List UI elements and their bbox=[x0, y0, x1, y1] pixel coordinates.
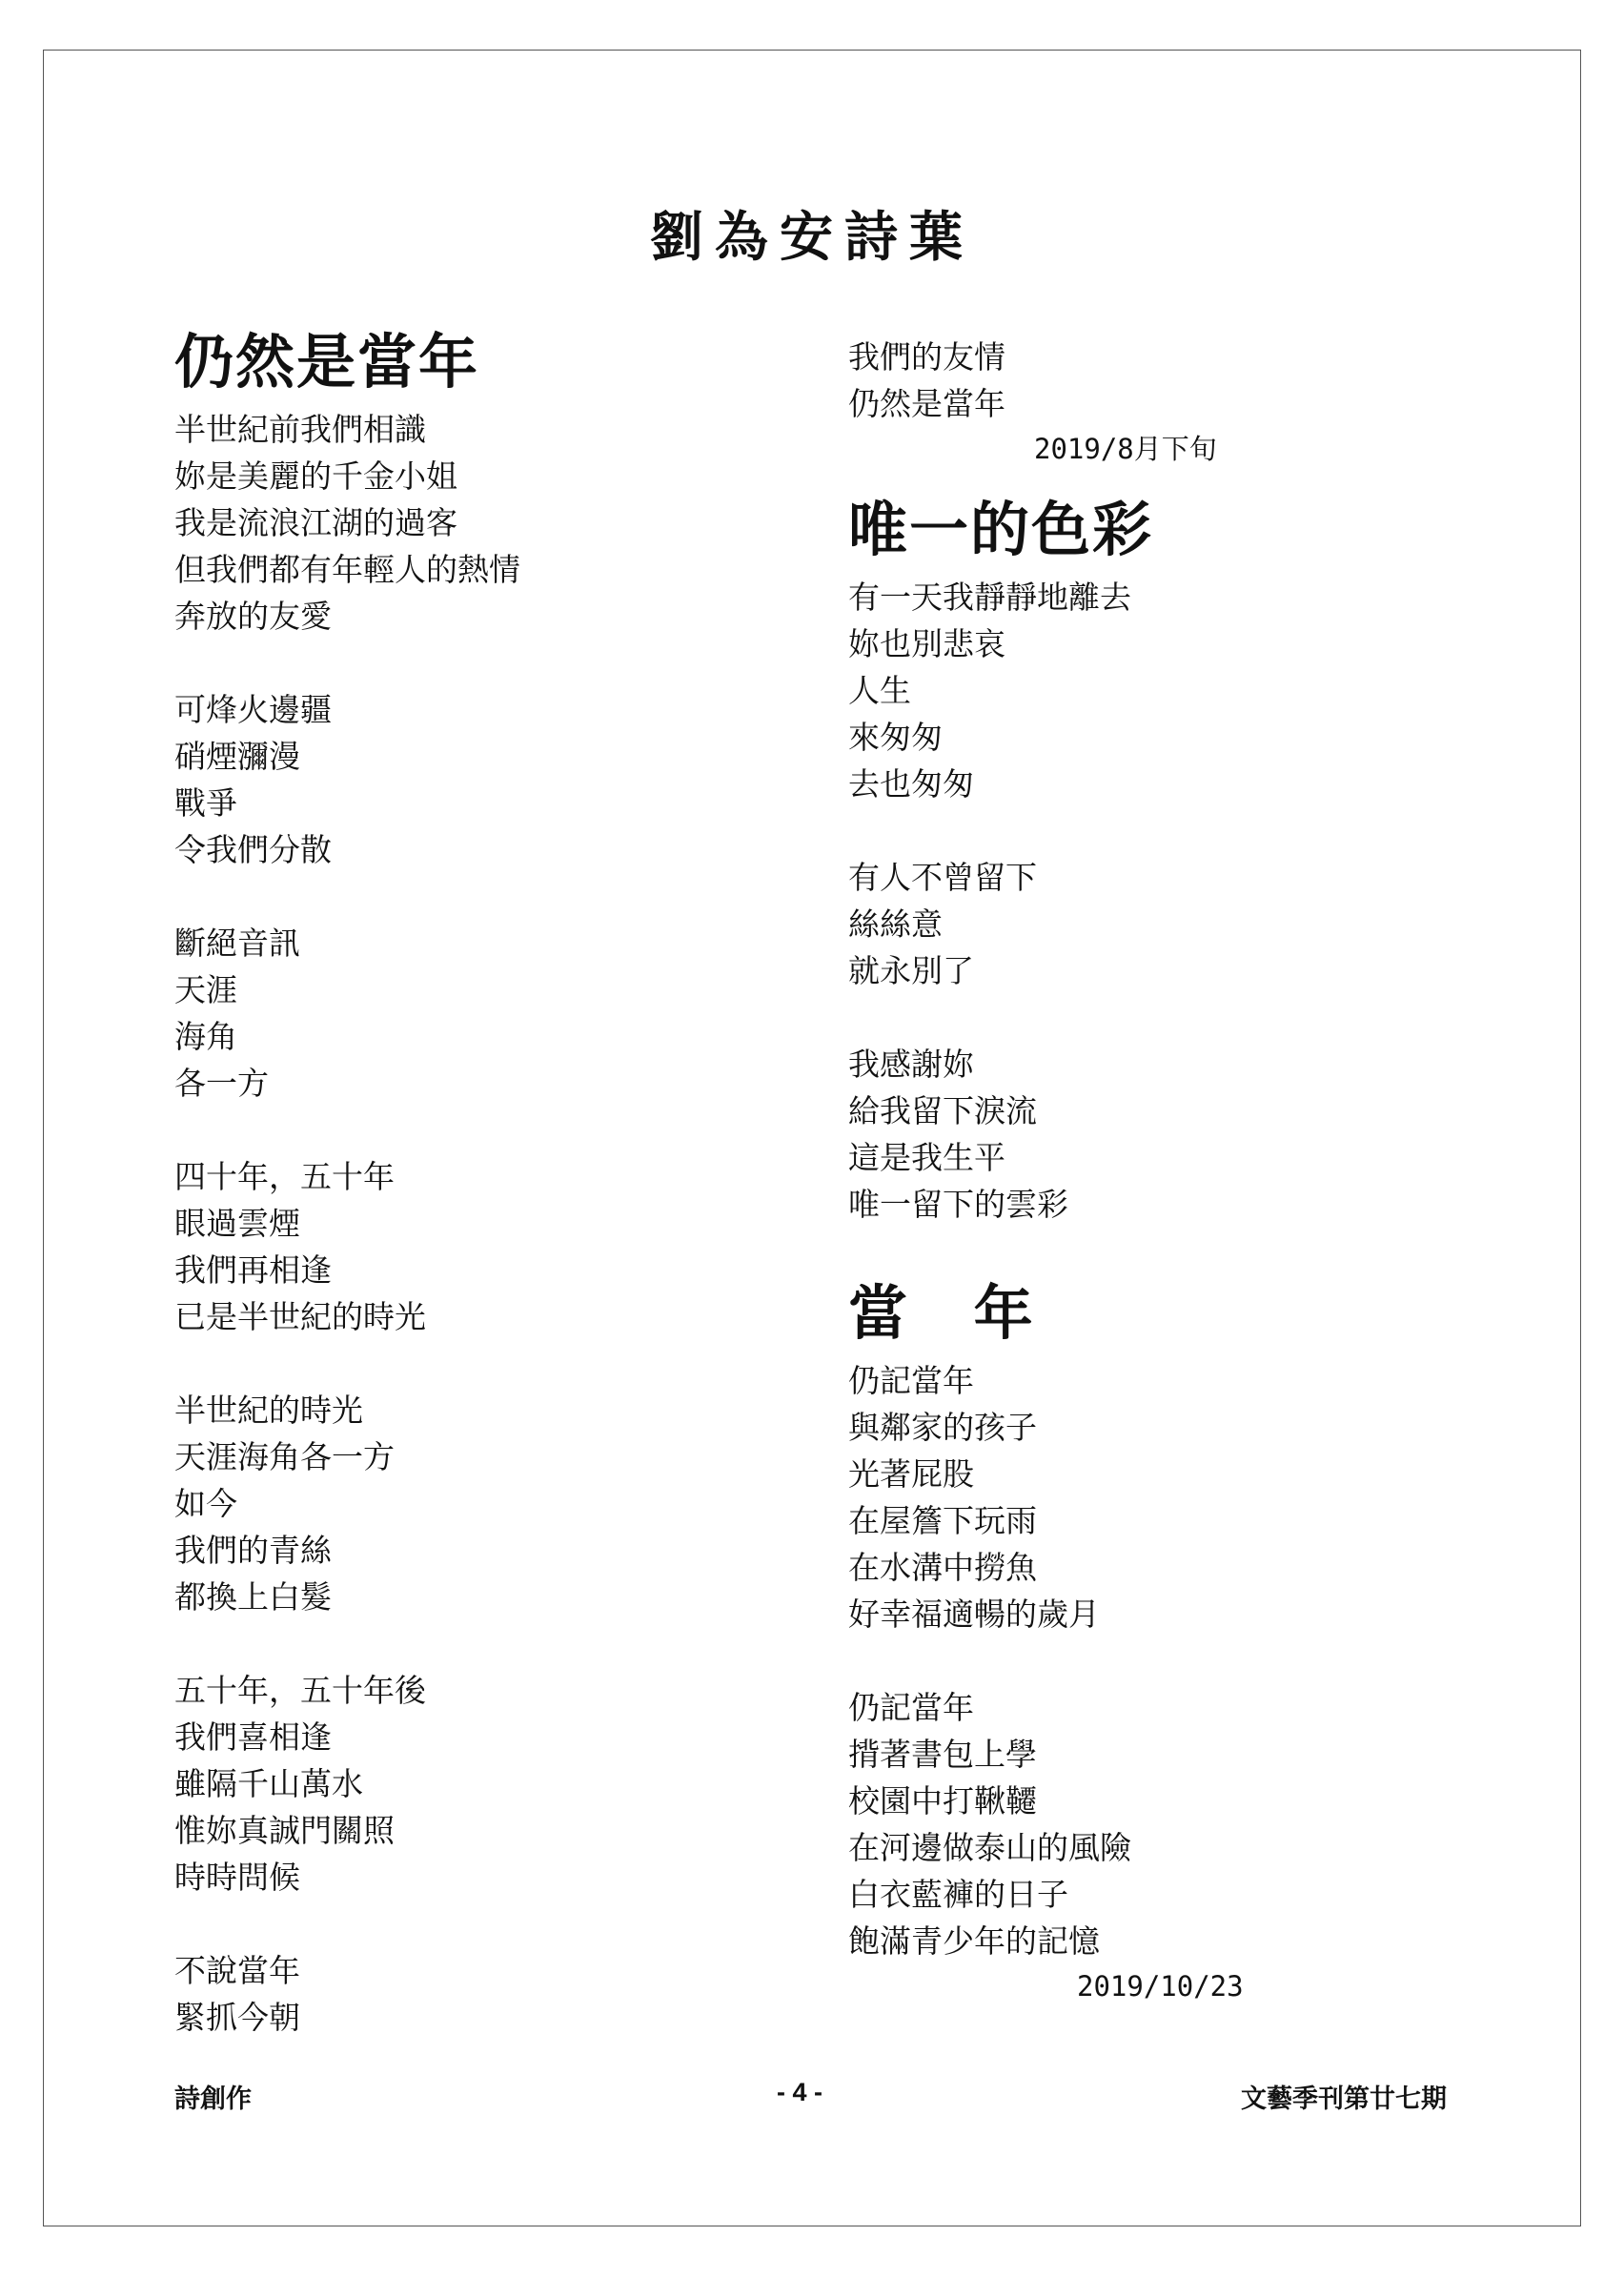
footer-publication: 文藝季刊第廿七期 bbox=[1241, 2084, 1447, 2113]
poem-line: 好幸福適暢的歲月 bbox=[848, 1596, 1100, 1633]
poem-title: 當 年 bbox=[848, 1278, 1056, 1348]
poem-line: 這是我生平 bbox=[848, 1139, 1005, 1176]
poem-line: 就永別了 bbox=[848, 952, 974, 989]
footer-page-number: - 4 - bbox=[777, 2078, 823, 2106]
poem-line: 半世紀的時光 bbox=[174, 1392, 363, 1429]
poem-line: 戰爭 bbox=[174, 784, 237, 822]
poem-line: 硝煙瀰漫 bbox=[174, 738, 300, 775]
poem-line: 不說當年 bbox=[174, 1952, 300, 1989]
poem-line: 五十年，五十年後 bbox=[174, 1672, 426, 1709]
poem-line: 眼過雲煙 bbox=[174, 1205, 300, 1242]
stanza-break bbox=[848, 994, 1458, 1041]
poem-line: 時時問候 bbox=[174, 1859, 300, 1896]
poem-line: 有人不曾留下 bbox=[848, 859, 1037, 896]
poem-line: 已是半世紀的時光 bbox=[174, 1298, 426, 1335]
stanza-break bbox=[848, 1637, 1458, 1684]
poem-line: 在水溝中撈魚 bbox=[848, 1549, 1037, 1586]
poem-line: 奔放的友愛 bbox=[174, 598, 332, 635]
poem-line: 如今 bbox=[174, 1485, 237, 1522]
poem-line: 有一天我靜靜地離去 bbox=[848, 579, 1131, 616]
poem-line: 斷絕音訊 bbox=[174, 925, 300, 962]
poem-line: 仍然是當年 bbox=[848, 385, 1005, 422]
poem-line: 在河邊做泰山的風險 bbox=[848, 1829, 1131, 1866]
poem-line: 人生 bbox=[848, 672, 911, 709]
poem-line: 緊抓今朝 bbox=[174, 1999, 300, 2036]
poem-line: 唯一留下的雲彩 bbox=[848, 1186, 1068, 1223]
poem-line: 我們的青絲 bbox=[174, 1532, 332, 1569]
stanza-break bbox=[174, 1901, 803, 1947]
poem-date: 2019/10/23 bbox=[1077, 1970, 1244, 2003]
stanza-break bbox=[174, 640, 803, 686]
poem-line: 絲絲意 bbox=[848, 905, 943, 943]
poem-line: 我們喜相逢 bbox=[174, 1718, 332, 1756]
poem-line: 給我留下淚流 bbox=[848, 1092, 1037, 1129]
poem-line: 我們的友情 bbox=[848, 338, 1005, 376]
footer-section-label: 詩創作 bbox=[174, 2084, 252, 2113]
poem-line: 揹著書包上學 bbox=[848, 1736, 1037, 1773]
left-column bbox=[174, 324, 803, 2041]
poem-line: 令我們分散 bbox=[174, 831, 332, 868]
poem-line: 來匆匆 bbox=[848, 719, 943, 756]
poem-line: 仍記當年 bbox=[848, 1362, 974, 1399]
stanza-break bbox=[848, 807, 1458, 854]
poem-line: 在屋簷下玩雨 bbox=[848, 1502, 1037, 1539]
poem-line: 海角 bbox=[174, 1018, 237, 1055]
right-column bbox=[848, 334, 1458, 2008]
poem-line: 與鄰家的孩子 bbox=[848, 1409, 1037, 1446]
poem-line: 四十年，五十年 bbox=[174, 1158, 395, 1195]
poem-line: 妳也別悲哀 bbox=[848, 625, 1005, 662]
poem-line: 雖隔千山萬水 bbox=[174, 1765, 363, 1802]
poem-line: 都換上白髮 bbox=[174, 1578, 332, 1616]
poem-line: 但我們都有年輕人的熱情 bbox=[174, 551, 520, 588]
poem-line: 我們再相逢 bbox=[174, 1251, 332, 1289]
poem-line: 妳是美麗的千金小姐 bbox=[174, 457, 457, 495]
poem-line: 白衣藍褲的日子 bbox=[848, 1876, 1068, 1913]
poem-line: 我感謝妳 bbox=[848, 1046, 974, 1083]
stanza-break bbox=[174, 873, 803, 920]
poem-line: 校園中打鞦韆 bbox=[848, 1782, 1037, 1820]
poem-date: 2019/8月下旬 bbox=[1034, 433, 1217, 465]
stanza-break bbox=[174, 1340, 803, 1387]
poem-line: 天涯 bbox=[174, 971, 237, 1008]
poem-line: 半世紀前我們相識 bbox=[174, 411, 426, 448]
poem-line: 各一方 bbox=[174, 1065, 269, 1102]
poem-title: 唯一的色彩 bbox=[848, 495, 1154, 564]
stanza-break bbox=[174, 1620, 803, 1667]
poem-line: 天涯海角各一方 bbox=[174, 1438, 395, 1475]
page-title: 劉為安詩葉 bbox=[650, 206, 974, 269]
stanza-break bbox=[174, 1107, 803, 1153]
poem-line: 惟妳真誠門關照 bbox=[174, 1812, 395, 1849]
poem-line: 飽滿青少年的記憶 bbox=[848, 1922, 1100, 1960]
poem-line: 我是流浪江湖的過客 bbox=[174, 504, 457, 541]
poem-line: 光著屁股 bbox=[848, 1455, 974, 1493]
poem-line: 仍記當年 bbox=[848, 1689, 974, 1726]
poem-title: 仍然是當年 bbox=[174, 327, 480, 396]
poem-line: 可烽火邊疆 bbox=[174, 691, 332, 728]
poem-line: 去也匆匆 bbox=[848, 765, 974, 803]
